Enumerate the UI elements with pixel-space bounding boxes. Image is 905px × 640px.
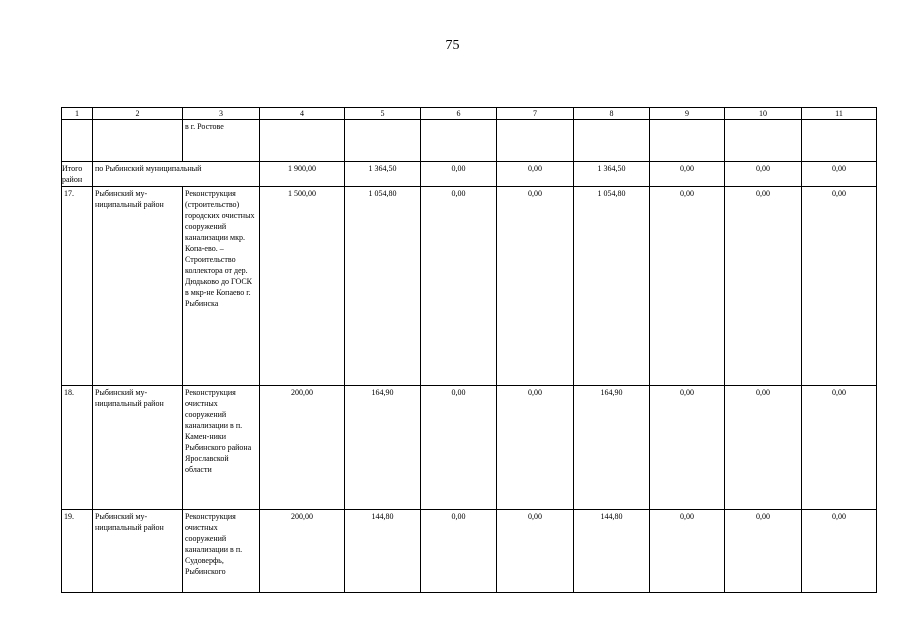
value-cell: 0,00 (497, 386, 574, 510)
total-district-label: по Рыбинский муниципальный (93, 162, 260, 187)
column-number: 10 (725, 108, 802, 120)
object-name-cell: Реконструкция (строительство) городских очистных сооружений канализации мкр. Копа-ево. – Строительство коллектора от дер. Дюдьково до ГОСК в мкр-не Копаево г. Рыбинска (183, 187, 260, 386)
value-cell: 1 054,80 (345, 187, 421, 386)
value-cell: 0,00 (725, 187, 802, 386)
column-number: 5 (345, 108, 421, 120)
value-cell: 0,00 (650, 510, 725, 593)
object-name-cell: Реконструкция очистных сооружений канализации в п. Судоверфь, Рыбинского (183, 510, 260, 593)
row-number-cell: 17. (62, 187, 93, 386)
column-number: 1 (62, 108, 93, 120)
value-cell: 0,00 (421, 386, 497, 510)
table-cell (497, 120, 574, 162)
value-cell: 0,00 (725, 510, 802, 593)
table-cell (345, 120, 421, 162)
value-cell: 0,00 (421, 510, 497, 593)
value-cell: 0,00 (497, 162, 574, 187)
table-cell (650, 120, 725, 162)
value-cell: 164,90 (345, 386, 421, 510)
district-cell: Рыбинский му-ниципальный район (93, 187, 183, 386)
value-cell: 0,00 (802, 162, 877, 187)
value-cell: 0,00 (725, 162, 802, 187)
table-cell (574, 120, 650, 162)
table-cell (93, 120, 183, 162)
value-cell: 0,00 (802, 510, 877, 593)
value-cell: 1 500,00 (260, 187, 345, 386)
value-cell: 0,00 (497, 187, 574, 386)
table-cell (260, 120, 345, 162)
table-row (62, 510, 877, 593)
value-cell: 144,80 (345, 510, 421, 593)
value-cell: 0,00 (650, 386, 725, 510)
value-cell: 1 364,50 (345, 162, 421, 187)
table-cell (62, 120, 93, 162)
column-number: 8 (574, 108, 650, 120)
column-number-header-row (62, 108, 877, 120)
column-number: 3 (183, 108, 260, 120)
table-cell (725, 120, 802, 162)
table-cell (421, 120, 497, 162)
column-number: 7 (497, 108, 574, 120)
table-row (62, 386, 877, 510)
column-number: 2 (93, 108, 183, 120)
value-cell: 1 900,00 (260, 162, 345, 187)
district-cell: Рыбинский му-ниципальный район (93, 510, 183, 593)
value-cell: 200,00 (260, 386, 345, 510)
column-number: 11 (802, 108, 877, 120)
value-cell: 0,00 (650, 187, 725, 386)
value-cell: 0,00 (421, 162, 497, 187)
continuation-row (62, 120, 877, 162)
total-row (62, 162, 877, 187)
value-cell: 1 364,50 (574, 162, 650, 187)
total-label-cell: Итого район (62, 162, 93, 187)
table-cell (802, 120, 877, 162)
district-cell: Рыбинский му-ниципальный район (93, 386, 183, 510)
value-cell: 0,00 (650, 162, 725, 187)
row-number-cell: 19. (62, 510, 93, 593)
object-name-cell: Реконструкция очистных сооружений канализации в п. Камен-ники Рыбинского района Ярославской области (183, 386, 260, 510)
financing-table (61, 107, 877, 593)
value-cell: 0,00 (421, 187, 497, 386)
page-number: 75 (445, 38, 460, 53)
value-cell: 0,00 (802, 187, 877, 386)
value-cell: 0,00 (802, 386, 877, 510)
value-cell: 1 054,80 (574, 187, 650, 386)
table-row (62, 187, 877, 386)
value-cell: 0,00 (725, 386, 802, 510)
value-cell: 144,80 (574, 510, 650, 593)
value-cell: 0,00 (497, 510, 574, 593)
value-cell: 200,00 (260, 510, 345, 593)
object-name-cell: в г. Ростове (183, 120, 260, 162)
column-number: 9 (650, 108, 725, 120)
column-number: 6 (421, 108, 497, 120)
value-cell: 164,90 (574, 386, 650, 510)
column-number: 4 (260, 108, 345, 120)
row-number-cell: 18. (62, 386, 93, 510)
